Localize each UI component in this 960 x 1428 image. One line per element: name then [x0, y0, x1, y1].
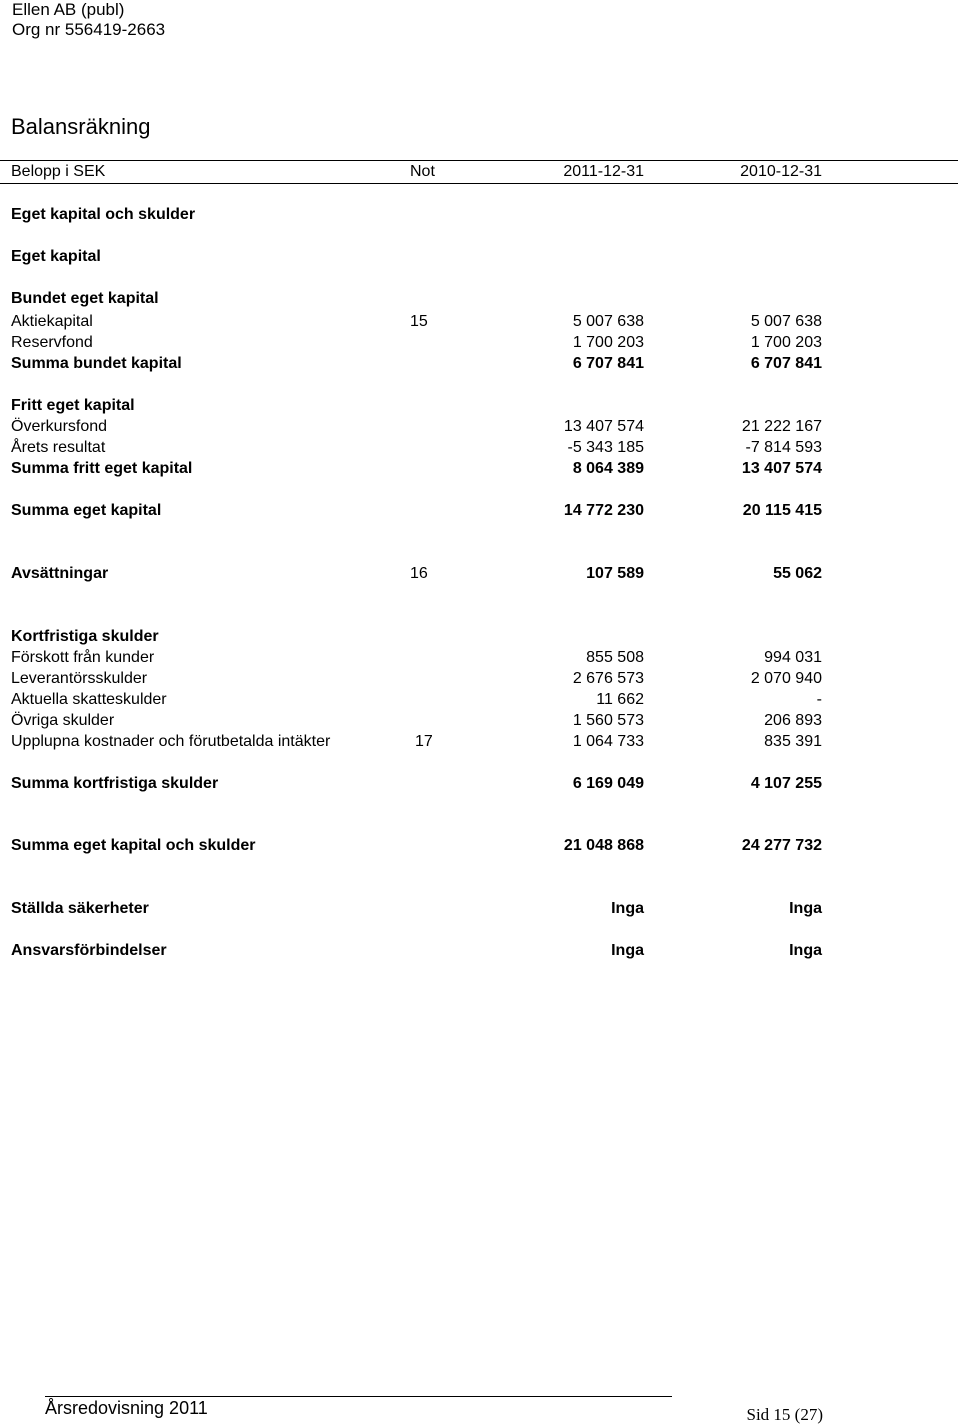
row-label: Summa kortfristiga skulder: [11, 775, 219, 792]
table-row: [0, 647, 960, 668]
column-header: [0, 161, 960, 182]
row-label: Avsättningar: [11, 565, 109, 582]
subsection-heading: [0, 288, 960, 309]
row-value-2011: 1 064 733: [572, 733, 644, 750]
grand-total-row: [0, 835, 960, 856]
row-value-2011: 13 407 574: [563, 418, 644, 435]
row-value-2010: 835 391: [764, 733, 822, 750]
row-value-2010: -7 814 593: [745, 439, 822, 456]
row-value-2010: 6 707 841: [750, 355, 822, 372]
row-label: Årets resultat: [11, 439, 106, 456]
table-row: [0, 898, 960, 919]
table-row: [0, 668, 960, 689]
total-row: [0, 500, 960, 521]
company-name: Ellen AB (publ): [12, 0, 125, 19]
header-bottom-rule: [0, 183, 958, 184]
row-value-2010: 20 115 415: [742, 502, 822, 519]
row-label: Överkursfond: [11, 418, 108, 435]
row-label: Upplupna kostnader och förutbetalda intäkter: [11, 733, 331, 750]
row-value-2011: -5 343 185: [567, 439, 644, 456]
row-note: 17: [415, 733, 433, 750]
column-label-header: Belopp i SEK: [11, 163, 106, 180]
row-value-2010: 4 107 255: [750, 775, 822, 792]
column-year1-header: 2011-12-31: [563, 163, 644, 180]
row-label: Summa bundet kapital: [11, 355, 182, 372]
row-value-2011: 2 676 573: [572, 670, 644, 687]
section-heading: [0, 204, 960, 225]
row-label: Summa fritt eget kapital: [11, 460, 193, 477]
row-label: Ansvarsförbindelser: [11, 942, 167, 959]
row-label: Reservfond: [11, 334, 93, 351]
table-row: [0, 416, 960, 437]
row-value-2010: Inga: [789, 942, 822, 959]
row-value-2011: 855 508: [586, 649, 644, 666]
row-label: Summa eget kapital: [11, 502, 162, 519]
row-label: Bundet eget kapital: [11, 290, 159, 307]
row-value-2011: Inga: [611, 942, 644, 959]
row-value-2011: 8 064 389: [572, 460, 644, 477]
subtotal-row: [0, 458, 960, 479]
total-row: [0, 773, 960, 794]
row-value-2010: 994 031: [764, 649, 822, 666]
row-value-2010: 5 007 638: [750, 313, 822, 330]
table-row: [0, 437, 960, 458]
row-label: Förskott från kunder: [11, 649, 155, 666]
row-value-2011: 6 169 049: [572, 775, 644, 792]
row-value-2011: 1 700 203: [572, 334, 644, 351]
column-note-header: Not: [410, 163, 435, 180]
row-value-2011: 1 560 573: [572, 712, 644, 729]
row-label: Summa eget kapital och skulder: [11, 837, 256, 854]
column-year2-header: 2010-12-31: [740, 163, 822, 180]
table-row: [0, 332, 960, 353]
row-value-2011: 14 772 230: [563, 502, 644, 519]
row-value-2011: 6 707 841: [572, 355, 644, 372]
row-label: Eget kapital: [11, 248, 101, 265]
row-value-2010: 1 700 203: [750, 334, 822, 351]
row-value-2010: 55 062: [773, 565, 822, 582]
table-row: [0, 689, 960, 710]
row-value-2010: -: [816, 691, 822, 708]
row-value-2011: 5 007 638: [572, 313, 644, 330]
row-value-2010: 13 407 574: [741, 460, 822, 477]
row-value-2010: Inga: [789, 900, 822, 917]
row-label: Leverantörsskulder: [11, 670, 148, 687]
section-heading: [0, 626, 960, 647]
page-title: Balansräkning: [11, 114, 151, 139]
subtotal-row: [0, 353, 960, 374]
table-row: [0, 731, 960, 752]
row-value-2011: 21 048 868: [563, 837, 644, 854]
row-value-2011: 11 662: [596, 691, 644, 708]
row-label: Ställda säkerheter: [11, 900, 149, 917]
row-note: 16: [410, 565, 428, 582]
row-label: Övriga skulder: [11, 712, 115, 729]
table-row: [0, 710, 960, 731]
row-label: Fritt eget kapital: [11, 397, 135, 414]
row-value-2011: 107 589: [586, 565, 644, 582]
row-label: Aktiekapital: [11, 313, 93, 330]
table-row: [0, 311, 960, 332]
page-number: Sid 15 (27): [746, 1405, 823, 1424]
row-value-2010: 2 070 940: [750, 670, 822, 687]
table-row: [0, 940, 960, 961]
row-value-2010: 206 893: [764, 712, 822, 729]
total-row: [0, 563, 960, 584]
subsection-heading: [0, 395, 960, 416]
row-value-2010: 21 222 167: [741, 418, 822, 435]
row-value-2010: 24 277 732: [741, 837, 822, 854]
row-note: 15: [410, 313, 428, 330]
section-heading: [0, 246, 960, 267]
org-number: Org nr 556419-2663: [12, 20, 166, 39]
footer-report-title: Årsredovisning 2011: [45, 1398, 208, 1418]
row-label: Eget kapital och skulder: [11, 206, 196, 223]
row-label: Aktuella skatteskulder: [11, 691, 167, 708]
row-label: Kortfristiga skulder: [11, 628, 159, 645]
row-value-2011: Inga: [611, 900, 644, 917]
